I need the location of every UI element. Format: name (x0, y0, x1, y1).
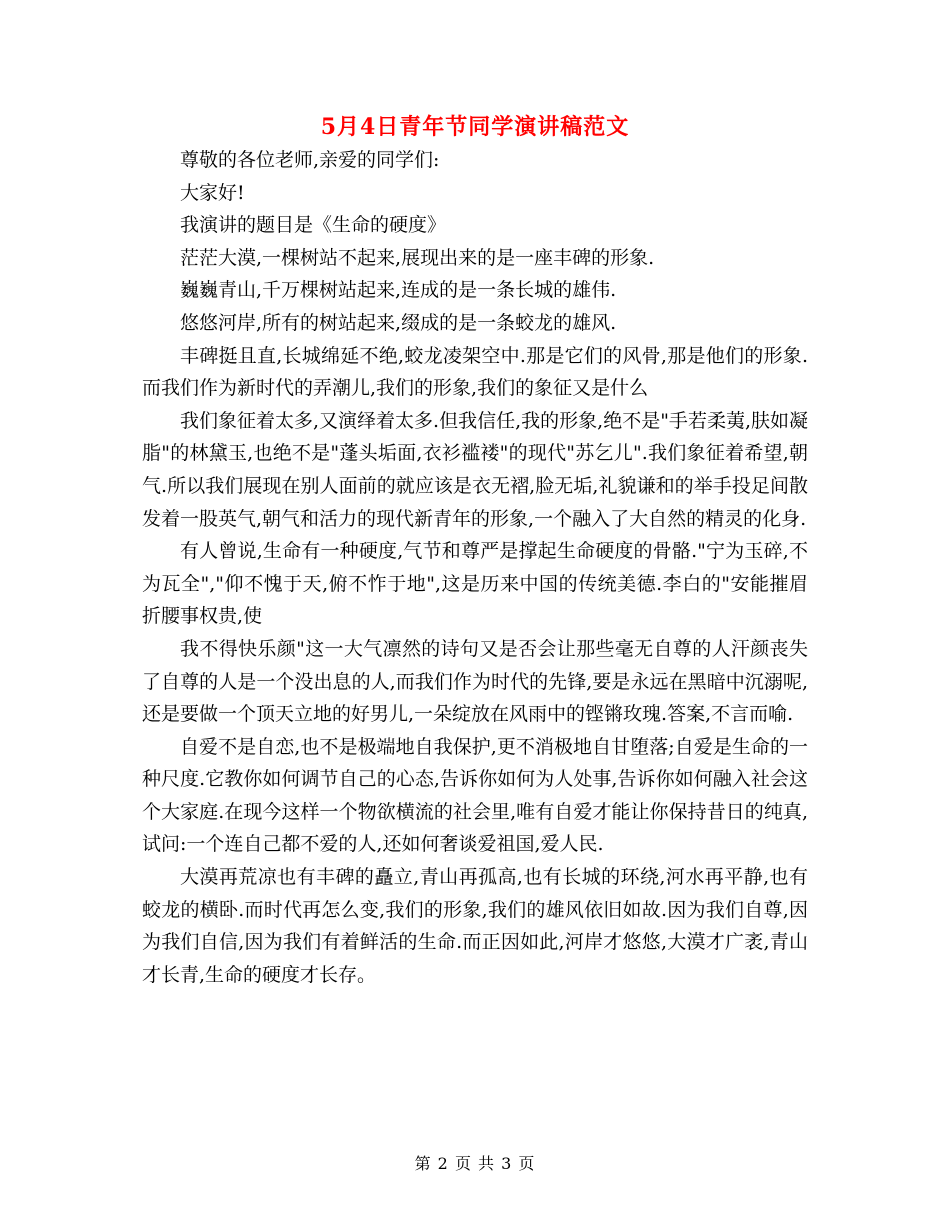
paragraph-topic: 我演讲的题目是《生命的硬度》 (180, 214, 447, 237)
paragraph-greeting: 尊敬的各位老师,亲爱的同学们: (180, 149, 440, 171)
paragraph-conclusion: 大漠再荒凉也有丰碑的矗立,青山再孤高,也有长城的环绕,河水再平静,也有蛟龙的横卧.而时代再怎么变,我们的形象,我们的雄风依旧如故.因为我们自尊,因为我们自信,因为我们有着鲜活的生命.而正因如此,河岸才悠悠,大漠才广袤,青山才长青,生命的硬度才长存。 (142, 866, 808, 986)
paragraph-river: 悠悠河岸,所有的树站起来,缀成的是一条蛟龙的雄风. (180, 311, 617, 334)
paragraph-desert: 茫茫大漠,一棵树站不起来,展现出来的是一座丰碑的形象. (180, 246, 655, 269)
paragraph-hardness: 有人曾说,生命有一种硬度,气节和尊严是撑起生命硬度的骨骼."宁为玉碎,不为瓦全","仰不愧于天,俯不怍于地",这是历来中国的传统美德.李白的"安能摧眉折腰事权贵,使 (142, 540, 808, 628)
paragraph-self-respect: 我不得快乐颜"这一大气凛然的诗句又是否会让那些毫无自尊的人汗颜丧失了自尊的人是一个没出息的人,而我们作为时代的先锋,要是永远在黑暗中沉溺呢,还是要做一个顶天立地的好男儿,一朵绽放在风雨中的铿锵玫瑰.答案,不言而喻. (142, 637, 808, 726)
paragraph-image: 我们象征着太多,又演绎着太多.但我信任,我的形象,绝不是"手若柔荑,肤如凝脂"的林黛玉,也绝不是"蓬头垢面,衣衫褴褛"的现代"苏乞儿".我们象征着希望,朝气.所以我们展现在别人面前的就应该是衣无褶,脸无垢,礼貌谦和的举手投足间散发着一股英气,朝气和活力的现代新青年的形象,一个融入了大自然的精灵的化身. (142, 409, 808, 530)
document-body (142, 144, 808, 991)
paragraph-hello: 大家好! (180, 181, 245, 204)
document-title: 5月4日青年节同学演讲稿范文 (320, 114, 630, 140)
paragraph-self-love: 自爱不是自恋,也不是极端地自我保护,更不消极地自甘堕落;自爱是生命的一种尺度.它教你如何调节自己的心态,告诉你如何为人处事,告诉你如何融入社会这个大家庭.在现今这样一个物欲横流的社会里,唯有自爱才能让你保持昔日的纯真,试问:一个连自己都不爱的人,还如何奢谈爱祖国,爱人民. (142, 735, 808, 856)
page-footer: 第 2 页 共 3 页 (414, 1154, 536, 1173)
paragraph-symbols: 丰碑挺且直,长城绵延不绝,蛟龙凌架空中.那是它们的风骨,那是他们的形象.而我们作为新时代的弄潮儿,我们的形象,我们的象征又是什么 (142, 344, 808, 400)
paragraph-mountain: 巍巍青山,千万棵树站起来,连成的是一条长城的雄伟. (180, 279, 617, 302)
